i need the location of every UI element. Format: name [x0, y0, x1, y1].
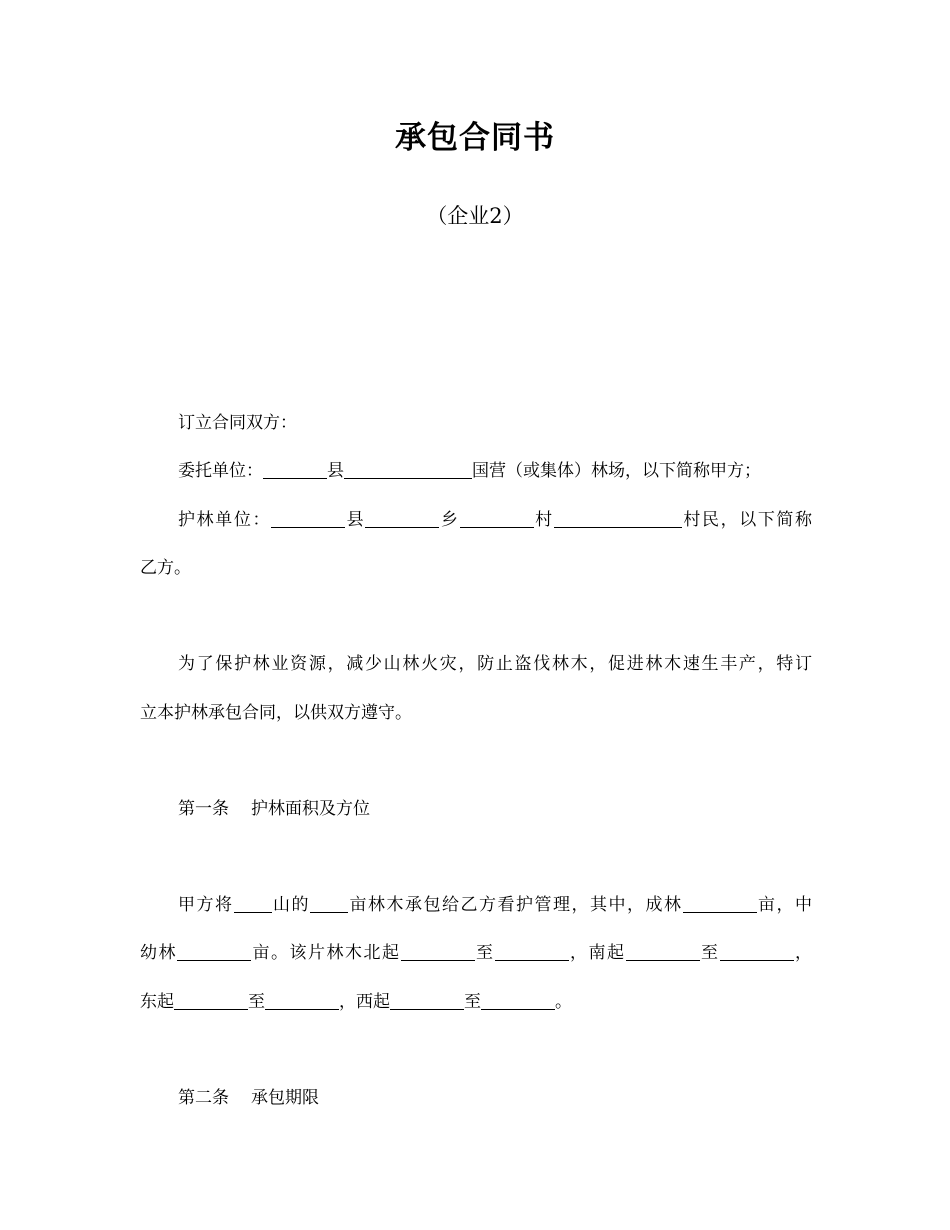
article-1-number: 第一条	[178, 799, 229, 819]
body-text: 山的	[271, 895, 310, 915]
body-text: ，	[793, 943, 812, 963]
purpose-line-1: 为了保护林业资源，减少山林火灾，防止盗伐林木，促进林木速生丰产，特订	[178, 654, 812, 674]
forester-village: 村	[533, 510, 554, 530]
article-1-title: 护林面积及方位	[251, 799, 370, 819]
body-text: 亩，中	[756, 895, 812, 915]
article-1-body-line-2	[140, 941, 812, 965]
blank-field	[271, 509, 345, 528]
blank-field	[177, 942, 251, 961]
client-suffix: 国营（或集体）林场，以下简称甲方；	[472, 461, 761, 481]
blank-field	[495, 942, 569, 961]
blank-field	[683, 894, 757, 913]
parties-heading: 订立合同双方：	[178, 413, 297, 433]
blank-field	[234, 894, 272, 913]
forester-township: 乡	[439, 510, 460, 530]
body-text: ，西起	[339, 992, 390, 1012]
document-subtitle: （企业2）	[426, 204, 524, 228]
body-text: ，南起	[568, 943, 626, 963]
article-2-number: 第二条	[178, 1088, 229, 1108]
blank-field	[554, 509, 682, 528]
document-title: 承包合同书	[395, 120, 555, 156]
article-1-body-line-3	[140, 990, 812, 1014]
blank-field	[174, 991, 248, 1010]
blank-field	[310, 894, 348, 913]
blank-field	[344, 460, 472, 479]
forester-suffix: 村民，以下简称	[681, 510, 813, 530]
blank-field	[365, 509, 439, 528]
body-text: 亩。该片林木北起	[251, 943, 401, 963]
forester-line	[178, 508, 812, 532]
body-text: 。	[555, 992, 572, 1012]
client-line	[178, 459, 812, 483]
forester-label: 护林单位：	[178, 510, 272, 530]
blank-field	[626, 942, 700, 961]
body-text: 至	[474, 943, 495, 963]
blank-field	[460, 509, 534, 528]
body-text: 东起	[140, 992, 174, 1012]
blank-field	[401, 942, 475, 961]
blank-field	[263, 460, 327, 479]
article-1-heading	[178, 797, 812, 821]
article-2-heading	[178, 1086, 812, 1110]
article-1-body-line-1	[178, 893, 812, 917]
body-text: 至	[464, 992, 481, 1012]
client-county: 县	[327, 461, 344, 481]
blank-field	[720, 942, 794, 961]
body-text: 至	[248, 992, 265, 1012]
body-text: 甲方将	[178, 895, 234, 915]
forester-county: 县	[345, 510, 366, 530]
blank-field	[390, 991, 464, 1010]
blank-field	[481, 991, 555, 1010]
blank-field	[265, 991, 339, 1010]
article-2-title: 承包期限	[251, 1088, 319, 1108]
body-text: 幼林	[140, 943, 177, 963]
purpose-line-2: 立本护林承包合同，以供双方遵守。	[140, 703, 412, 723]
body-text: 至	[699, 943, 720, 963]
forester-continuation: 乙方。	[140, 558, 191, 578]
client-label: 委托单位：	[178, 461, 263, 481]
body-text: 亩林木承包给乙方看护管理，其中，成林	[348, 895, 683, 915]
